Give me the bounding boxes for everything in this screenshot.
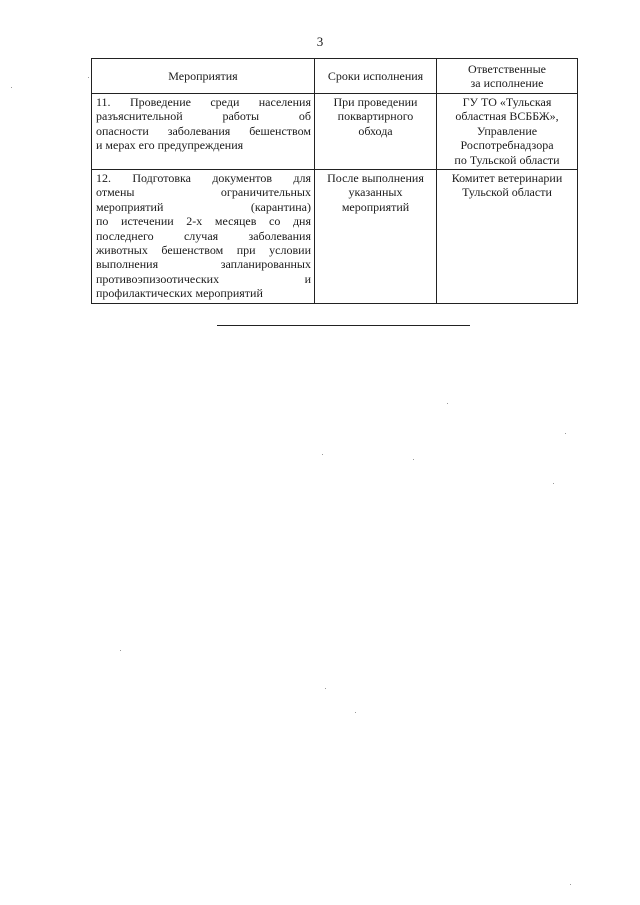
scan-speck xyxy=(325,688,326,689)
deadline-line: поквартирного xyxy=(337,109,414,124)
header-responsible-line: за исполнение xyxy=(470,76,544,90)
deadline-line: мероприятий xyxy=(341,199,410,214)
responsible-line: ГУ ТО «Тульская xyxy=(462,95,552,109)
measure-line: отмены ограничительных xyxy=(96,185,311,200)
responsible-line: Роспотребнадзора xyxy=(460,138,554,153)
responsible-cell xyxy=(437,94,578,170)
measure-line: опасности заболевания бешенством xyxy=(96,123,311,138)
measure-line: 11. Проведение среди населения xyxy=(96,95,311,109)
scan-speck xyxy=(355,712,356,713)
deadline-line: При проведении xyxy=(333,95,418,109)
table-row xyxy=(92,170,578,304)
measure-line: и мерах его предупреждения xyxy=(96,138,244,153)
table-row xyxy=(92,94,578,170)
header-deadlines: Сроки исполнения xyxy=(315,59,437,94)
scan-speck xyxy=(565,433,566,434)
measure-line: мероприятий (карантина) xyxy=(96,199,311,214)
measures-table xyxy=(91,58,578,304)
deadline-cell xyxy=(315,170,437,304)
header-responsible-line: Ответственные xyxy=(468,61,546,76)
responsible-line: областная ВСББЖ», xyxy=(455,109,559,124)
measure-line: по истечении 2-х месяцев со дня xyxy=(96,214,311,229)
scan-speck xyxy=(447,403,448,404)
page-number: 3 xyxy=(316,34,324,49)
measure-line: противоэпизоотических и xyxy=(96,271,311,286)
scan-speck xyxy=(322,454,323,455)
scan-speck xyxy=(11,87,12,88)
scan-speck xyxy=(413,459,414,460)
measure-line: профилактических мероприятий xyxy=(96,286,263,301)
table-header-row xyxy=(92,59,578,94)
scan-speck xyxy=(88,77,89,78)
measure-cell xyxy=(92,94,315,170)
deadline-line: указанных xyxy=(348,185,403,200)
header-measures: Мероприятия xyxy=(92,59,315,94)
scan-speck xyxy=(570,884,571,885)
measure-line: 12. Подготовка документов для xyxy=(96,171,311,186)
responsible-line: по Тульской области xyxy=(454,152,560,167)
deadline-line: После выполнения xyxy=(327,171,424,186)
scan-speck xyxy=(120,650,121,651)
measure-cell xyxy=(92,170,315,304)
responsible-line: Тульской области xyxy=(462,185,552,200)
responsible-cell xyxy=(437,170,578,304)
deadline-line: обхода xyxy=(358,123,393,138)
measure-line: последнего случая заболевания xyxy=(96,228,311,243)
measure-line: разъяснительной работы об xyxy=(96,109,311,124)
deadline-cell xyxy=(315,94,437,170)
responsible-line: Комитет ветеринарии xyxy=(451,171,563,186)
header-responsible xyxy=(437,59,578,94)
closing-rule xyxy=(217,325,470,326)
scan-speck xyxy=(553,483,554,484)
measure-line: животных бешенством при условии xyxy=(96,243,311,258)
measure-line: выполнения запланированных xyxy=(96,257,311,272)
responsible-line: Управление xyxy=(476,123,538,138)
